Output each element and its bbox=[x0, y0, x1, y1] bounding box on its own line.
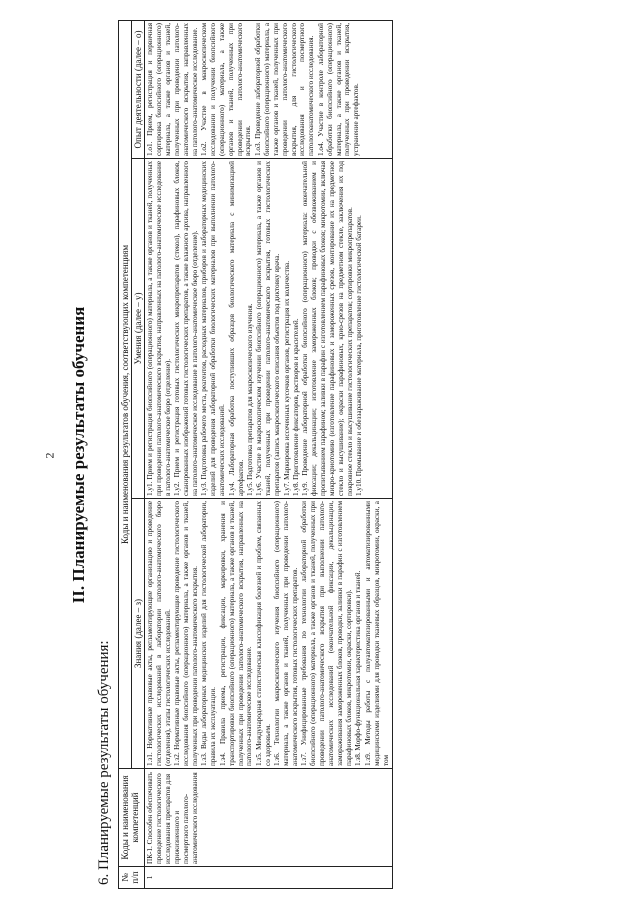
knowledge-item: 1.з4. Правила приема, регистрации, фиксации, маркировки, хранения и транспортировки биопсийного (операционного) материала, а также органов и тканей, полученных при проведении патолого-анатомического вскрытия, направленных на патолого-анатомическое исследование. bbox=[218, 501, 254, 766]
experience-item: 1.о4. Участие в контроле лабораторной обработки биопсийного (операционного) материала, а также органов и тканей, полученных при проведении вскрытия, устранение артефактов. bbox=[316, 22, 361, 156]
knowledge-item: 1.з8. Морфо-функциональная характеристика органов и тканей. bbox=[354, 570, 363, 766]
skill-item: 1.у5. Подготовка препаратов для макроскопического изучения. bbox=[245, 303, 254, 496]
skill-item: 1.у6. Участие в макроскопическом изучении биопсийного (операционного) материала, а также органов и тканей, полученных при проведении патолого-анатомического вскрытия, готовых гистологических препаратов (запись макроскопического описания объектов под диктовку врача. bbox=[255, 161, 282, 496]
skill-item: 1.у10. Промывание и обеззараживание материала, приготовление гистологической батареи. bbox=[355, 215, 364, 496]
learning-outcomes-table bbox=[118, 20, 393, 889]
knowledge-item: 1.з6. Технологии макроскопического изучения биопсийного (операционного) материала, а также органов и тканей, полученных при проведении патолого-анатомического вскрытия, готовых гистологических препаратов. bbox=[273, 501, 299, 766]
skill-item: 1.у9. Проведение лабораторной обработки биопсийного (операционного) материала: окончательной фиксации; декальцинации; изготовление замороженных блоков; проводки с обезвоживанием и пропитыванием парафином; заливки в парафин с изготовлением парафиновых блоков; микротомии, включая микро-криотомию (изготовление парафиновых и замороженных срезов, монтирование их на предметное стекло и высушивание); окраски парафиновых, крио-срезов на предметном стекле, заключения их под покровное стекло и высушивание гистологических препаратов; сортировки микропрепаратов. bbox=[301, 161, 354, 496]
header-knowledge: Знания (далее – з) bbox=[132, 499, 145, 769]
competence-cell: ПК-1. Способен обеспечивать проведение гистологического исследования препаратов для прижизненного и посмертного патолого-анатомического исследования bbox=[145, 769, 393, 867]
skill-item: 1.у3. Подготовка рабочего места, реагентов, расходных материалов, приборов и лабораторных медицинских изделий для проведения лабораторной обработки биологических материалов при выполнении патолого-анатомических исследований. bbox=[200, 161, 227, 496]
skill-item: 1.у8. Приготовление фиксаторов, растворов и красителей. bbox=[292, 318, 300, 496]
experience-cell bbox=[145, 20, 393, 158]
section-title: II. Планируемые результаты обучения bbox=[69, 306, 88, 604]
knowledge-item: 1.з1. Нормативные правовые акты, регламентирующие организацию и проведение гистологических исследований в лаборатории патолого-анатомического бюро (отделения), этапы гистологических исследований. bbox=[146, 501, 172, 766]
page-number: 2 bbox=[42, 452, 57, 459]
subsection-title: 6. Планируемые результаты обучения: bbox=[96, 640, 112, 885]
rotated-page-content bbox=[68, 15, 628, 895]
skill-item: 1.у4. Лабораторная обработка поступивших образцов биологического материала с минимизацией артефактов. bbox=[227, 161, 245, 496]
knowledge-item: 1.з3. Виды лабораторных медицинских изделий для гистологической лаборатории, правила их эксплуатации. bbox=[200, 501, 218, 766]
knowledge-item: 1.з7. Унифицированные требования по технологии лабораторной обработки биопсийного (операционного) материала, а также органов и тканей, полученных при проведении патолого-анатомического вскрытия при выполнении патолого-анатомических исследований (окончательной фиксации, декальцинации, замораживания замороженных блоков, проводки, заливки в парафин с изготовлением парафиновых блоков, микротомии, окраски, сортировки). bbox=[300, 501, 353, 766]
skill-item: 1.у2. Прием и регистрация готовых гистологических микропрепаратов (стекол), парафиновых блоков, сканированных изображений готовых гистологических препаратов, а также влажного архива, направленного на патолого-анатомическое исследование в патолого-анатомическое бюро (отделение). bbox=[173, 161, 200, 496]
experience-item: 1.о3. Проведение лабораторной обработки биопсийного (операционного) материала, а также органов и тканей, полученных при проведении патолого-анатомического вскрытия, для гистологического исследования и посмертного патологоанатомического исследования. bbox=[253, 22, 316, 156]
row-number: 1 bbox=[145, 867, 393, 889]
skills-cell bbox=[145, 159, 393, 499]
knowledge-cell bbox=[145, 499, 393, 769]
header-skills: Умения (далее – у) bbox=[132, 159, 145, 499]
knowledge-item: 1.з9. Методы работы с полуавтоматизированными и автоматизированными медицинскими изделиями для проводки тканевых образцов, микротомии, окраски, а том bbox=[363, 501, 390, 766]
experience-item: 1.о2. Участие в макроскопическом исследовании и получении биопсийного (операционного) материала, а также органов и тканей, полученных при проведении патолого-анатомического вскрытия. bbox=[199, 22, 253, 156]
skill-item: 1.у1. Прием и регистрация биопсийного (операционного) материала, а также органов и тканей, полученных при проведении патолого-анатомического вскрытия, направленных на патолого-анатомическое исследование в патолого-анатомическое бюро (отделение). bbox=[146, 161, 172, 496]
header-competence-codes: Коды и наименования компетенций bbox=[119, 769, 145, 867]
header-num: № п/п bbox=[119, 867, 145, 889]
knowledge-item: 1.з5. Международная статистическая классификация болезней и проблем, связанных со здоровьем. bbox=[254, 501, 272, 766]
header-outcomes-group: Коды и наименования результатов обучения, соответствующих компетенциям bbox=[119, 20, 132, 768]
skill-item: 1.у7. Маркировка иссеченных кусочков органов, регистрация их количества. bbox=[282, 260, 291, 496]
table-row bbox=[145, 20, 393, 888]
knowledge-item: 1.з2. Нормативные правовые акты, регламентирующие проведение гистологического исследования биопсийного (операционного) материала, а также органов и тканей, полученных при проведении патолого-анатомического вскрытия. bbox=[173, 501, 200, 766]
header-experience: Опыт деятельности (далее – о) bbox=[132, 20, 145, 158]
experience-item: 1.о1. Прием, регистрация и первичная сортировка биопсийного (операционного) материала, а также органов и тканей, полученных при проведении патолого-анатомического вскрытия, направленных на патолого-анатомическое исследование. bbox=[146, 22, 199, 156]
